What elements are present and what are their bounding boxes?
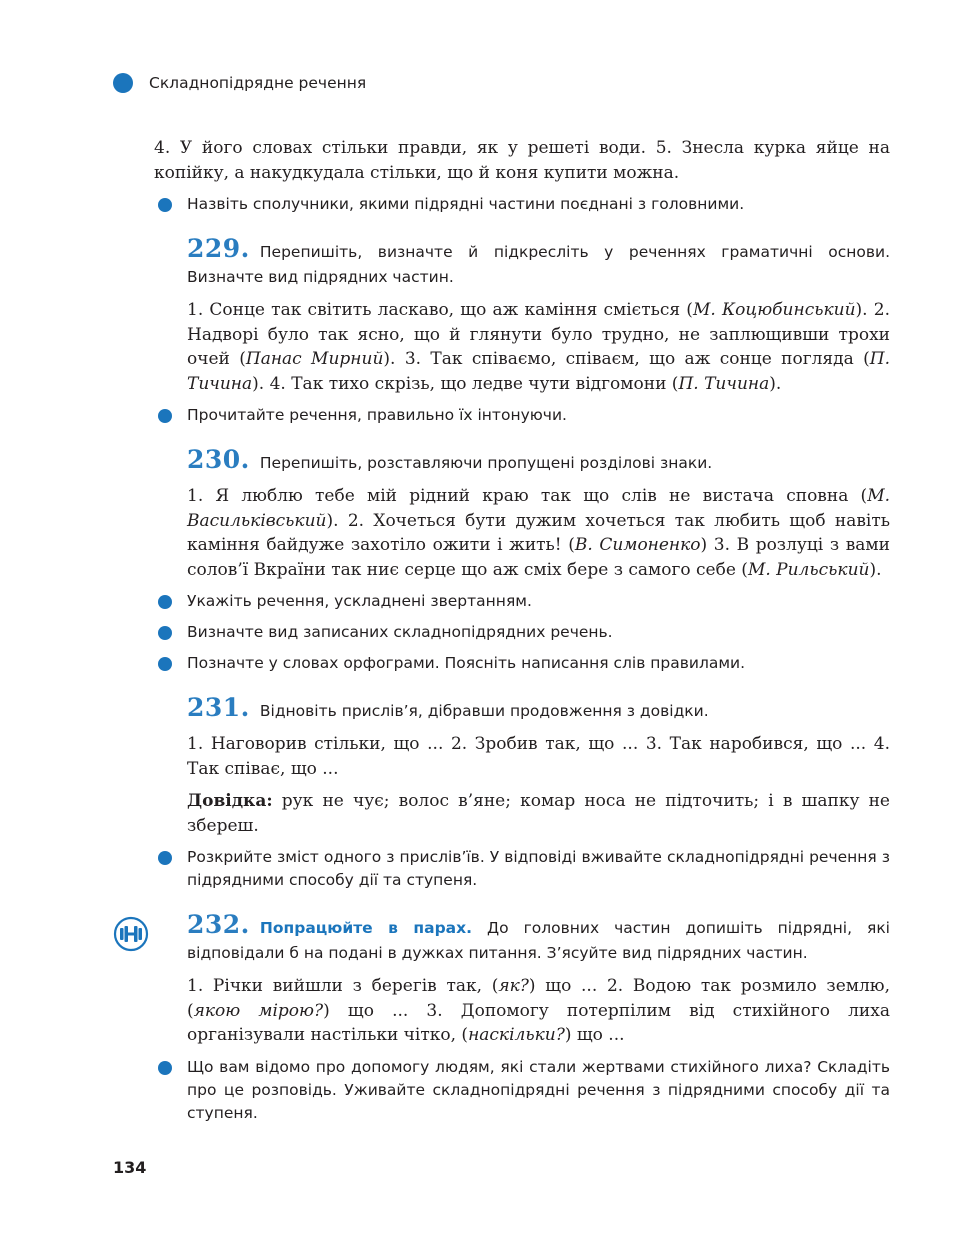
bullet-icon bbox=[158, 657, 172, 671]
question-item bbox=[154, 193, 890, 216]
exercise-task: Перепишіть, розставляючи пропущені розділові знаки. bbox=[259, 454, 713, 472]
text-fragment: ) що ... 3. Допомогу потерпілим від стихійного лиха організували настільки чітко, ( bbox=[187, 1000, 890, 1045]
author-name: М. Коцюбинський bbox=[692, 300, 856, 320]
text-fragment: ) що ... 2. Водою так розмило землю, ( bbox=[187, 976, 890, 1021]
bullet-icon bbox=[158, 198, 172, 212]
text-fragment: ). 2. Надворі було так ясно, що й глянути було трудно, не заплющивши трохи очей ( bbox=[187, 300, 890, 369]
exercise-number: 231. bbox=[187, 693, 250, 722]
exercise-heading bbox=[187, 236, 890, 290]
text-fragment: ) 3. В розлуці з вами солов’ї Вкраїни так ниє серце що аж сміх бере з самого себе ( bbox=[187, 535, 890, 580]
author-name: П. Тичина bbox=[187, 349, 890, 394]
question-text: Прочитайте речення, правильно їх інтонуючи. bbox=[187, 406, 567, 424]
question-item bbox=[154, 590, 890, 613]
text-fragment: 1. Я люблю тебе мій рідний краю так що слів не вистача сповна ( bbox=[187, 486, 868, 506]
exercise-heading bbox=[187, 695, 890, 724]
exercise-task: Відновіть прислів’я, дібравши продовження з довідки. bbox=[259, 702, 709, 720]
question-text: Укажіть речення, ускладнені звертанням. bbox=[187, 592, 532, 610]
question-item bbox=[154, 846, 890, 892]
exercise-task: Перепишіть, визначте й підкресліть у реченнях граматичні основи. Визначте вид підрядних частин. bbox=[187, 243, 890, 286]
hint-block bbox=[187, 789, 890, 838]
exercise-text: 1. Наговорив стільки, що ... 2. Зробив так, що ... 3. Так наробився, що ... 4. Так співає, що ... bbox=[187, 734, 890, 779]
pair-work-icon bbox=[113, 916, 149, 952]
author-name: М. Васильківський bbox=[187, 486, 890, 531]
page-number: 134 bbox=[113, 1158, 147, 1177]
question-item bbox=[154, 652, 890, 675]
text-fragment: ) що ... bbox=[564, 1025, 625, 1045]
exercise-number: 229. bbox=[187, 234, 250, 263]
bullet-icon bbox=[158, 1061, 172, 1075]
text-fragment: 1. Сонце так світить ласкаво, що аж каміння сміється ( bbox=[187, 300, 693, 320]
hint-text: рук не чує; волос в’яне; комар носа не підточить; і в шапку не збереш. bbox=[187, 791, 890, 836]
question-prompt: якою мірою? bbox=[193, 1000, 324, 1021]
text-fragment: ). 2. Хочеться бути дужим хочеться так любить щоб навіть каміння байдуже захотіло ожити і жить! ( bbox=[187, 510, 890, 555]
question-prompt: як? bbox=[498, 976, 529, 996]
page-content bbox=[154, 136, 890, 1125]
bullet-icon bbox=[158, 626, 172, 640]
author-name: В. Симоненко bbox=[574, 535, 701, 555]
question-item bbox=[154, 404, 890, 427]
exercise-232 bbox=[154, 912, 890, 1048]
question-text: Позначте у словах орфограми. Поясніть написання слів правилами. bbox=[187, 654, 746, 672]
exercise-number: 232. bbox=[187, 910, 250, 939]
text-fragment: ). bbox=[769, 373, 782, 394]
exercise-230 bbox=[154, 447, 890, 582]
exercise-mode-label: Попрацюйте в парах. bbox=[259, 919, 473, 937]
author-name: Панас Мирний bbox=[245, 349, 384, 369]
exercise-heading bbox=[187, 447, 890, 476]
question-item bbox=[154, 1056, 890, 1125]
question-text: Розкрийте зміст одного з прислів’їв. У відповіді вживайте складнопідрядні речення з підрядними способу дії та ступеня. bbox=[187, 848, 890, 889]
author-name: П. Тичина bbox=[678, 373, 770, 394]
header-bullet-icon bbox=[113, 73, 133, 93]
question-prompt: наскільки? bbox=[468, 1025, 565, 1045]
intro-text: 4. У його словах стільки правди, як у решеті води. 5. Знесла курка яйце на копійку, а накудкудала стільки, що й коня купити можна. bbox=[154, 138, 890, 183]
exercise-number: 230. bbox=[187, 445, 250, 474]
exercise-231 bbox=[154, 695, 890, 838]
exercise-heading bbox=[187, 912, 890, 966]
question-text: Що вам відомо про допомогу людям, які стали жертвами стихійного лиха? Складіть про це розповідь. Уживайте складнопідрядні речення з підрядними способу дії та ступеня. bbox=[187, 1057, 890, 1122]
exercise-text bbox=[187, 298, 890, 396]
exercise-229 bbox=[154, 236, 890, 396]
page-header bbox=[113, 72, 366, 94]
exercise-text bbox=[187, 974, 890, 1048]
question-text: Визначте вид записаних складнопідрядних речень. bbox=[187, 623, 613, 641]
question-text: Назвіть сполучники, якими підрядні частини поєднані з головними. bbox=[187, 195, 745, 213]
author-name: М. Рильський bbox=[747, 559, 870, 580]
hint-label: Довідка: bbox=[187, 791, 273, 811]
question-item bbox=[154, 621, 890, 644]
exercise-text bbox=[187, 484, 890, 582]
bullet-icon bbox=[158, 851, 172, 865]
bullet-icon bbox=[158, 409, 172, 423]
bullet-icon bbox=[158, 595, 172, 609]
text-fragment: ). 3. Так співаємо, співаєм, що аж сонце погляда ( bbox=[383, 349, 870, 369]
text-fragment: ). 4. Так тихо скрізь, що ледве чути відгомони ( bbox=[252, 373, 679, 394]
exercise-task: До головних частин допишіть підрядні, які відповідали б на подані в дужках питання. З’ясуйте вид підрядних частин. bbox=[187, 919, 890, 962]
text-fragment: ). bbox=[869, 559, 882, 580]
header-title: Складнопідрядне речення bbox=[149, 74, 367, 92]
text-fragment: 1. Річки вийшли з берегів так, ( bbox=[187, 976, 499, 996]
